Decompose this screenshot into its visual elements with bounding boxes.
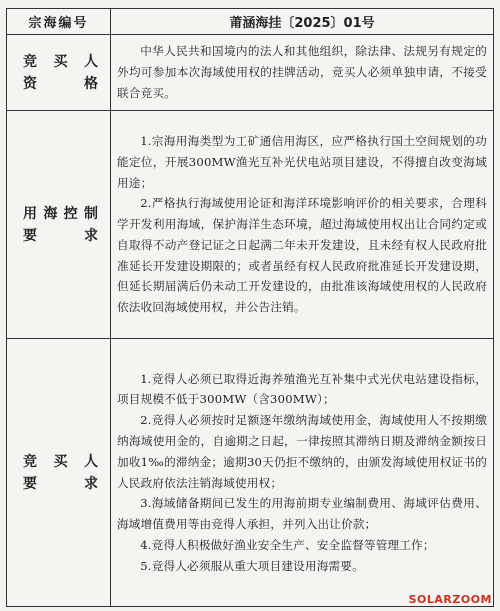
bidder-qualification-text: 中华人民共和国境内的法人和其他组织，除法律、法规另有规定的外均可参加本次海域使用权的挂牌活动，竞买人必须单独申请，不接受联合竞买。: [111, 35, 494, 111]
header-label: 宗海编号: [7, 9, 111, 35]
sea-use-control-text: 1.宗海用海类型为工矿通信用海区，应严格执行国土空间规划的功能定位，开展300MW渔光互补光伏电站项目建设，不得擅自改变海域用途； 2.严格执行海域使用论证和海洋环境影响评价的相关要求，合理科学开发利用海域，保护海洋生态环境，超过海域使用权出让合同约定或自取得不动产登记证之日起满二年未开发建设，且未经有权人民政府批准延长开发建设期限的；或者虽经有权人民政府批准延长开发建设期，但延长期届满后仍未动工开发建设的，由批准该海域使用权的人民政府依法收回海域使用权，并公告注销。: [111, 111, 494, 339]
auction-info-table: [6, 8, 494, 607]
bidder-qualification-label: 竞 买 人 资 格: [7, 35, 111, 111]
bidder-requirements-row: [7, 339, 494, 607]
sea-use-control-label: 用海控制 要 求: [7, 111, 111, 339]
sea-use-control-row: [7, 111, 494, 339]
header-row: [7, 9, 494, 35]
watermark-logo: SOLARZOOM: [408, 593, 492, 606]
bidder-requirements-label: 竞 买 人 要 求: [7, 339, 111, 607]
bidder-qualification-row: [7, 35, 494, 111]
bidder-requirements-text: 1.竞得人必须已取得近海养殖渔光互补集中式光伏电站建设指标，项目规模不低于300MW（含300MW）； 2.竞得人必须按时足额逐年缴纳海域使用金，海域使用人不按期缴纳海域使用金的，自逾期之日起，一律按照其滞纳日期及滞纳金额按日加收1‰的滞纳金；逾期30天仍拒不缴纳的，由颁发海域使用权证书的人民政府依法注销海域使用权； 3.海域储备期间已发生的用海前期专业编制费用、海域评估费用、海域增值费用等由竞得人承担，并列入出让价款； 4.竞得人积极做好渔业安全生产、安全监督等管理工作； 5.竞得人必须服从重大项目建设用海需要。: [111, 339, 494, 607]
sea-area-number: 莆涵海挂〔2025〕01号: [111, 9, 494, 35]
